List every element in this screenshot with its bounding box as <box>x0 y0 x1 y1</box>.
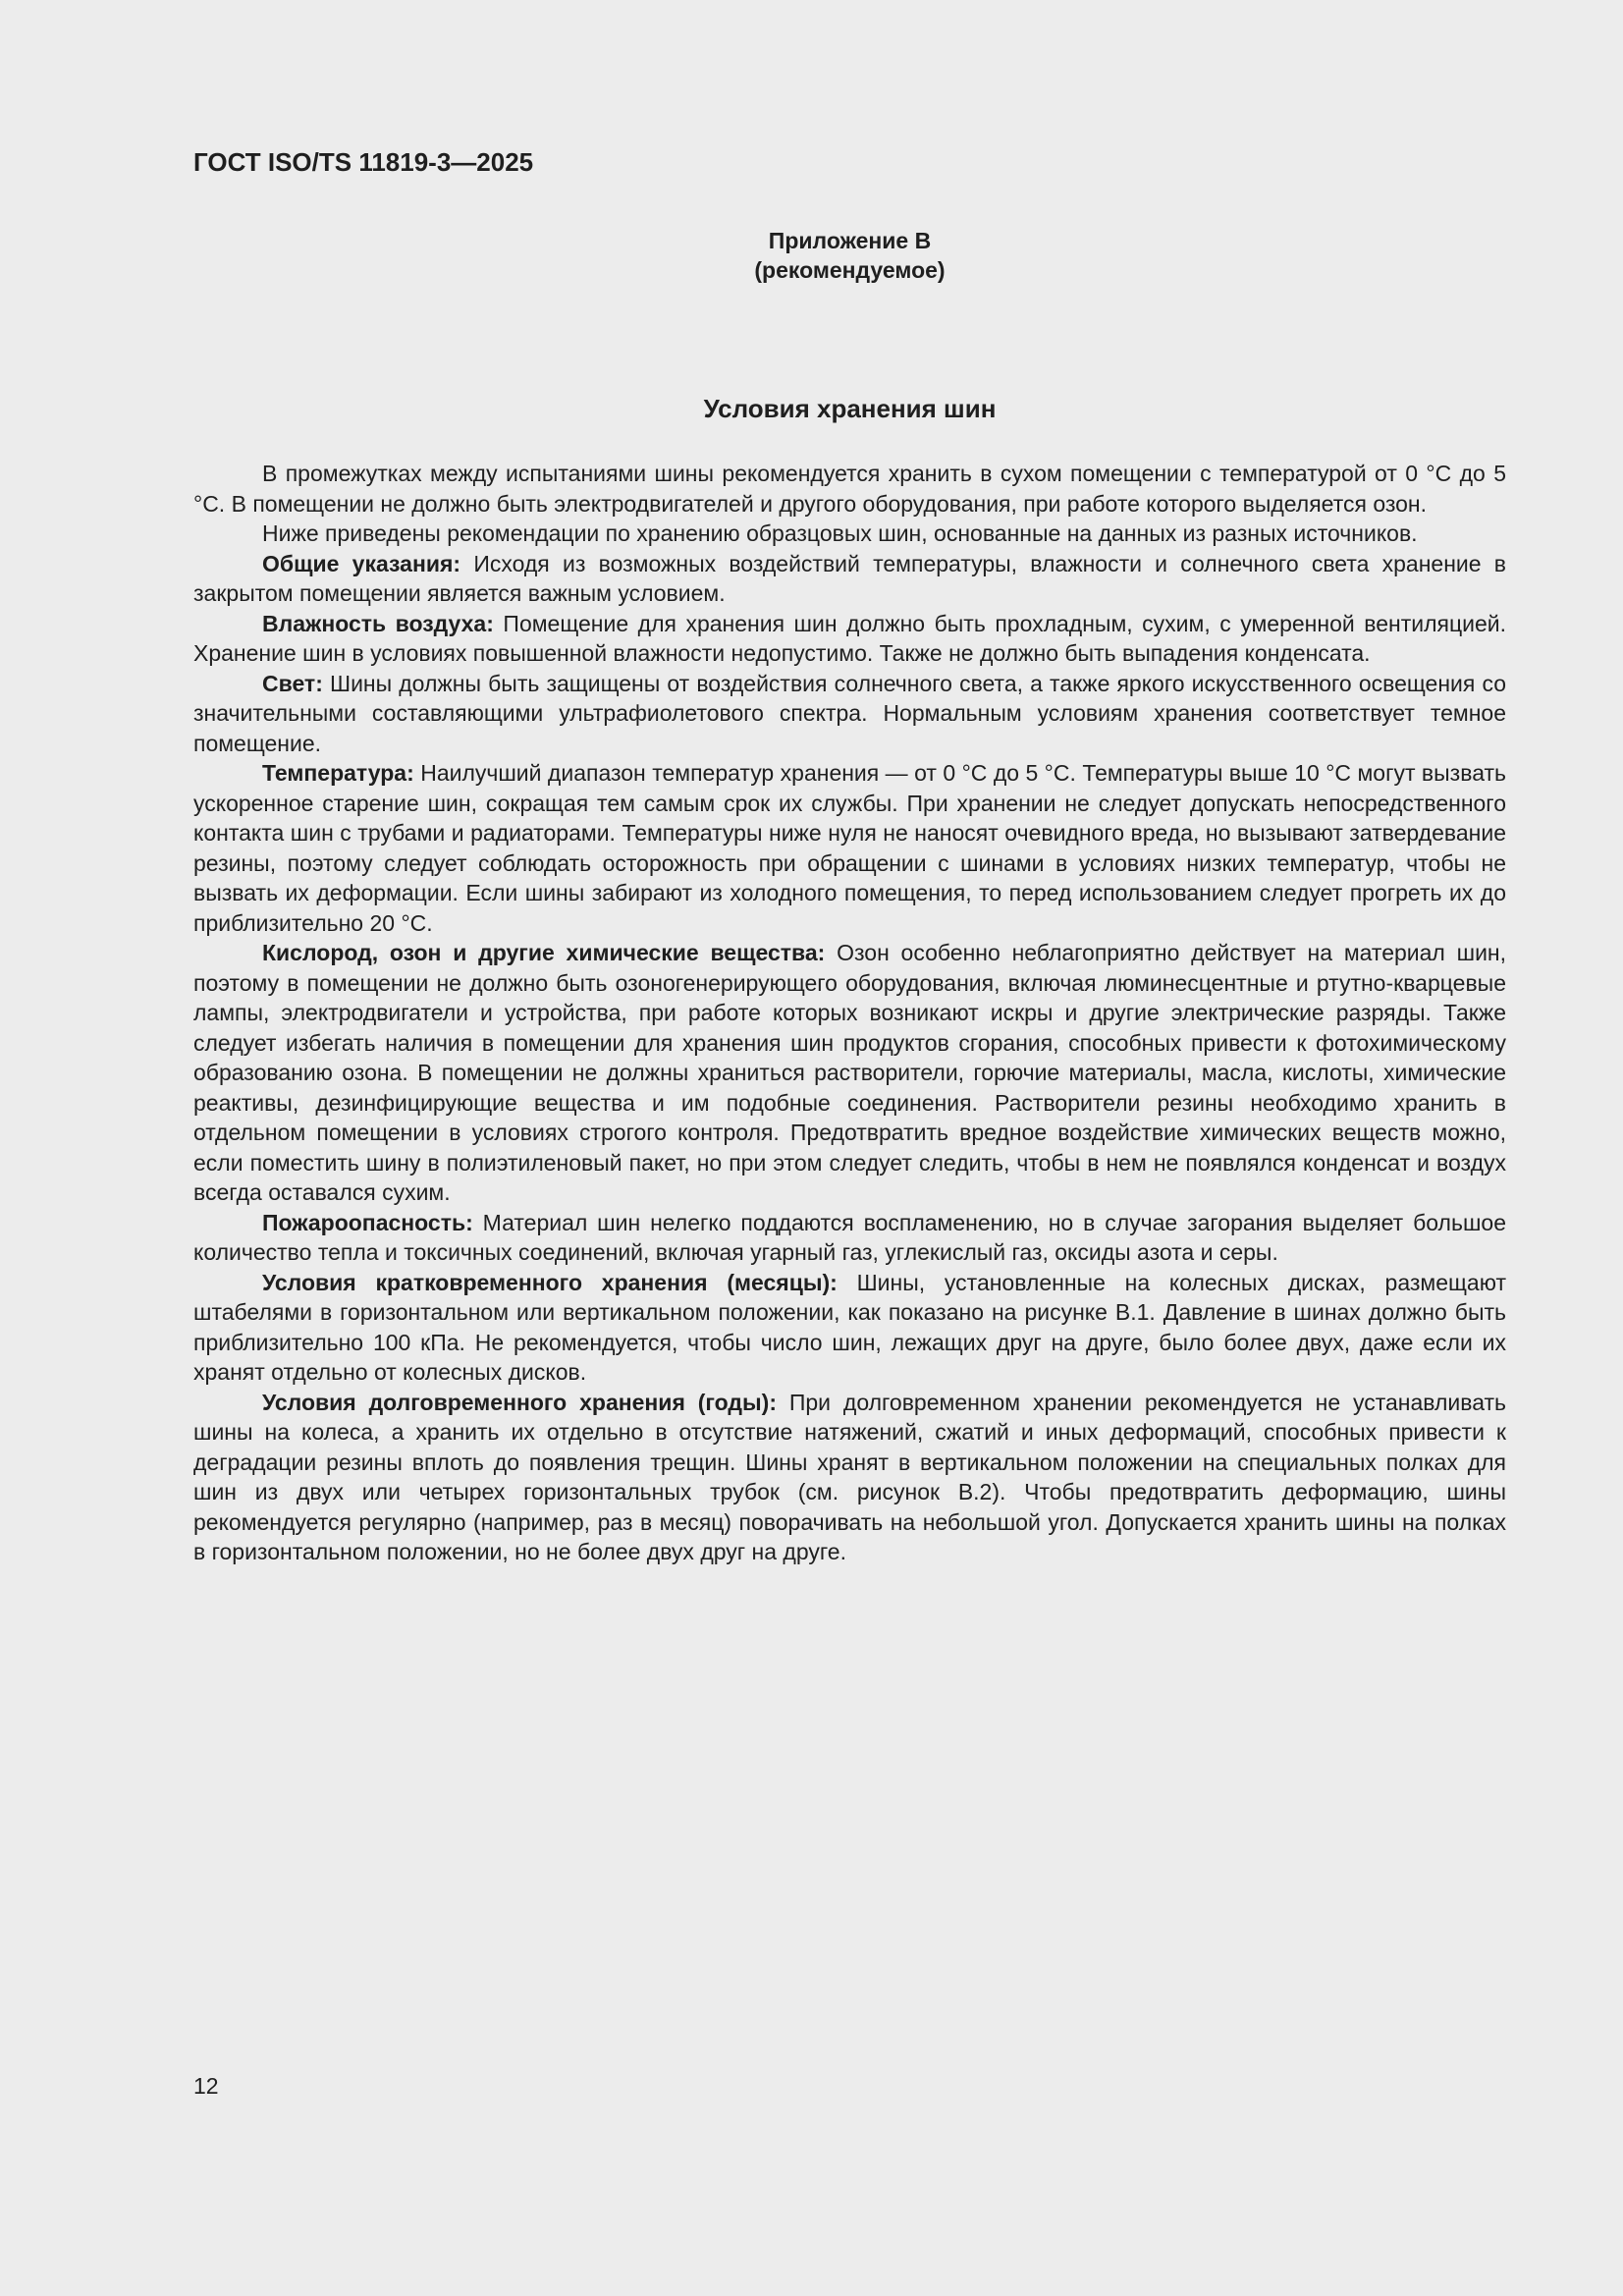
annex-heading <box>193 226 1506 285</box>
paragraph-text: Исходя из возможных воздействий температуры, влажности и солнечного света хранение в закрытом помещении является важным условием. <box>193 550 1506 606</box>
paragraph-lead: Общие указания: <box>262 550 461 576</box>
section-title: Условия хранения шин <box>703 394 997 423</box>
paragraph-text: Озон особенно неблагоприятно действует на материал шин, поэтому в помещении не должно быть озоногенерирующего оборудования, включая люминесцентные и ртутно-кварцевые лампы, электродвигатели и устройства, при работе которых возникают искры и другие электрические разряды. Также следует избегать наличия в помещении для хранения шин продуктов сгорания, способных привести к фотохимическому образованию озона. В помещении не должны храниться растворители, горючие материалы, масла, кислоты, химические реактивы, дезинфицирующие вещества и им подобные соединения. Растворители резины необходимо хранить в отдельном помещении в условиях строгого контроля. Предотвратить вредное воздействие химических веществ можно, если поместить шину в полиэтиленовый пакет, но при этом следует следить, чтобы в нем не появлялся конденсат и воздух всегда оставался сухим. <box>193 940 1507 1205</box>
paragraph <box>193 1208 1506 1268</box>
paragraph <box>193 669 1506 759</box>
paragraph-text: При долговременном хранении рекомендуется не устанавливать шины на колеса, а хранить их отдельно в отсутствие натяжений, сжатий и иных деформаций, способных привести к деградации резины вплоть до появления трещин. Шины хранят в вертикальном положении на специальных полках для шин из двух или четырех горизонтальных трубок (см. рисунок В.2). Чтобы предотвратить деформацию, шины рекомендуется регулярно (например, раз в месяц) поворачивать на небольшой угол. Допускается хранить шины на полках в горизонтальном положении, но не более двух друг на друге. <box>193 1389 1507 1564</box>
paragraph-text: Шины должны быть защищены от воздействия солнечного света, а также яркого искусственного освещения со значительными составляющими ультрафиолетового спектра. Нормальным условиям хранения соответствует темное помещение. <box>193 670 1506 756</box>
paragraph <box>193 609 1506 669</box>
paragraph-text: Шины, установленные на колесных дисках, размещают штабелями в горизонтальном или вертикальном положении, как показано на рисунке В.1. Давление в шинах должно быть приблизительно 100 кПа. Не рекомендуется, чтобы число шин, лежащих друг на друге, было более двух, даже если их хранят отдельно от колесных дисков. <box>193 1269 1507 1385</box>
paragraph <box>193 459 1506 519</box>
paragraph-text: Ниже приведены рекомендации по хранению образцовых шин, основанные на данных из разных источников. <box>262 520 1418 546</box>
paragraph-lead: Влажность воздуха: <box>262 610 494 636</box>
paragraph-lead: Температура: <box>262 760 414 786</box>
paragraph <box>193 549 1506 609</box>
paragraph <box>193 519 1506 549</box>
paragraph-lead: Условия долговременного хранения (годы): <box>262 1389 777 1415</box>
paragraph <box>193 1268 1506 1388</box>
paragraph-text: Помещение для хранения шин должно быть прохладным, сухим, с умеренной вентиляцией. Хранение шин в условиях повышенной влажности недопустимо. Также не должно быть выпадения конденсата. <box>193 610 1507 666</box>
paragraph-text: Наилучший диапазон температур хранения — от 0 °С до 5 °С. Температуры выше 10 °С могут вызвать ускоренное старение шин, сокращая тем самым срок их службы. При хранении не следует допускать непосредственного контакта шин с трубами и радиаторами. Температуры ниже нуля не наносят очевидного вреда, но вызывают затвердевание резины, поэтому следует соблюдать осторожность при обращении с шинами в условиях низких температур, чтобы не вызвать их деформации. Если шины забирают из холодного помещения, то перед использованием следует прогреть их до приблизительно 20 °С. <box>193 760 1506 936</box>
annex-title: Приложение В <box>768 228 932 253</box>
paragraph-text: В промежутках между испытаниями шины рекомендуется хранить в сухом помещении с температурой от 0 °С до 5 °С. В помещении не должно быть электродвигателей и другого оборудования, при работе которого выделяется озон. <box>193 461 1506 517</box>
paragraph-lead: Свет: <box>262 670 323 696</box>
paragraph <box>193 938 1506 1208</box>
paragraph-text: Материал шин нелегко поддаются воспламенению, но в случае загорания выделяет большое количество тепла и токсичных соединений, включая угарный газ, углекислый газ, оксиды азота и серы. <box>193 1209 1506 1265</box>
paragraph <box>193 1388 1506 1567</box>
annex-status: (рекомендуемое) <box>754 257 946 283</box>
paragraph-lead: Условия кратковременного хранения (месяцы): <box>262 1269 838 1295</box>
document-id-header: ГОСТ ISO/TS 11819-3—2025 <box>193 147 534 177</box>
page-number: 12 <box>193 2073 219 2099</box>
paragraph <box>193 758 1506 938</box>
paragraph-lead: Кислород, озон и другие химические вещества: <box>262 940 826 965</box>
paragraph-lead: Пожароопасность: <box>262 1209 473 1235</box>
body-text <box>193 459 1506 1567</box>
